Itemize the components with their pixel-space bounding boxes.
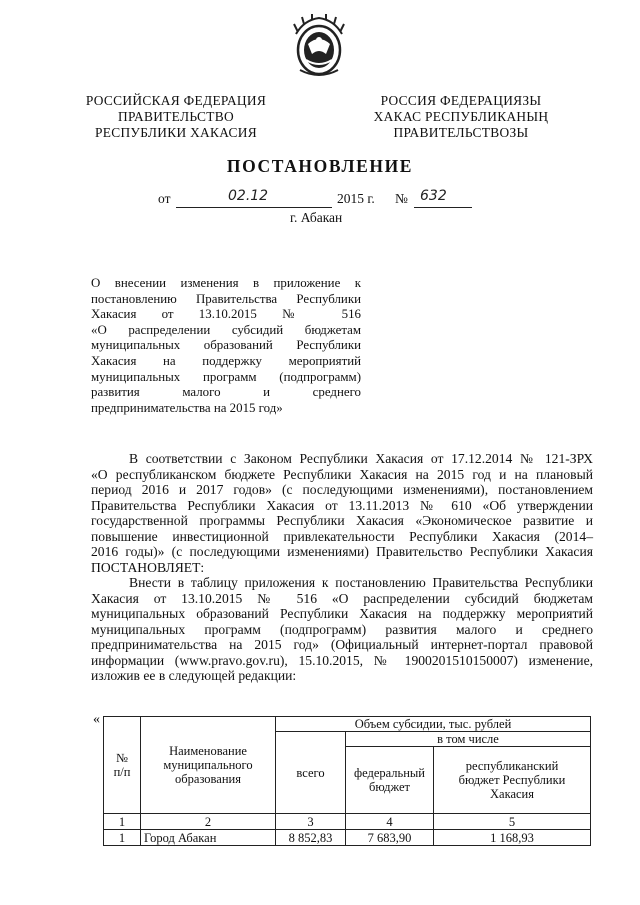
row-republican: 1 168,93 <box>434 830 591 846</box>
body-line: предпринимательства на 2015 год» (Официальный интернет-портал правовой <box>91 637 593 652</box>
header-left-ru <box>78 93 274 141</box>
date-year: 2015 г. <box>337 191 375 206</box>
row-federal: 7 683,90 <box>346 830 434 846</box>
header-including: в том числе <box>346 732 591 747</box>
header-volume: Объем субсидии, тыс. рублей <box>276 717 591 732</box>
coat-of-arms-emblem-icon <box>290 14 348 78</box>
row-total: 8 852,83 <box>276 830 346 846</box>
subject-line: развития малого и среднего <box>91 385 361 400</box>
table-row <box>104 830 591 846</box>
header-total: всего <box>276 732 346 814</box>
body-line: Правительства Республики Хакасия от 13.11.2013 № 610 «Об утверждении <box>91 497 593 513</box>
handwritten-number: 632 <box>420 188 447 204</box>
body-line: В соответствии с Законом Республики Хакасия от 17.12.2014 № 121-ЗРХ <box>129 451 593 466</box>
body-line: период 2016 и 2017 годов» (с последующими изменениями), постановлением <box>91 482 593 497</box>
column-number: 3 <box>276 814 346 830</box>
body-line: повышение инвестиционной привлекательности Республики Хакасия (2014– <box>91 528 593 544</box>
body-line: Хакасия от 13.10.2015 № 516 «О распределении субсидий бюджетам <box>91 590 593 606</box>
subject-line: постановлению Правительства Республики <box>91 291 361 306</box>
header-right-khakas <box>362 93 560 141</box>
header-republican: республиканский бюджет Республики Хакасия <box>434 747 591 814</box>
number-label: № <box>395 191 408 206</box>
body-line: муниципальных программ (подпрограмм) развития малого и среднего <box>91 621 593 637</box>
header-left-line: ПРАВИТЕЛЬСТВО <box>118 109 234 124</box>
row-name: Город Абакан <box>141 830 276 846</box>
column-number: 5 <box>434 814 591 830</box>
subject-line: муниципальных образований Республики <box>91 338 361 353</box>
subject-block <box>91 276 361 416</box>
header-name: Наименование муниципального образования <box>141 717 276 814</box>
subsidy-table <box>103 716 591 846</box>
header-left-line: РЕСПУБЛИКИ ХАКАСИЯ <box>95 125 257 140</box>
subject-line: муниципальных программ (подпрограмм) <box>91 369 361 384</box>
subject-line: О внесении изменения в приложение к <box>91 276 361 290</box>
body-line: Внести в таблицу приложения к постановлению Правительства Республики <box>129 575 593 590</box>
header-right-line: РОССИЯ ФЕДЕРАЦИЯЗЫ <box>380 93 542 108</box>
handwritten-date: 02.12 <box>228 188 269 204</box>
subject-line: предпринимательства на 2015 год» <box>91 400 283 415</box>
body-line: информации (www.pravo.gov.ru), 15.10.2015, № 1900201510150007) изменение, <box>91 652 593 668</box>
subject-line: «О распределении субсидий бюджетам <box>91 322 361 337</box>
body-line: «О республиканском бюджете Республики Хакасия на 2015 год и на плановый <box>91 466 593 482</box>
row-num: 1 <box>104 830 141 846</box>
city-line: г. Абакан <box>290 210 343 225</box>
column-number: 1 <box>104 814 141 830</box>
column-number: 4 <box>346 814 434 830</box>
header-left-line: РОССИЙСКАЯ ФЕДЕРАЦИЯ <box>85 93 267 108</box>
body-line: 2016 годы)» (с последующими изменениями) Правительство Республики Хакасия <box>91 544 593 559</box>
body-line: ПОСТАНОВЛЯЕТ: <box>91 559 205 575</box>
date-prefix: от <box>158 191 171 206</box>
body-text <box>91 451 593 684</box>
opening-quote-mark: « <box>93 712 100 727</box>
body-line: государственной программы Республики Хакасия «Экономическое развитие и <box>91 513 593 528</box>
date-number-line <box>0 188 640 211</box>
header-federal: федеральный бюджет <box>346 747 434 814</box>
header-right-line: ПРАВИТЕЛЬСТВОЗЫ <box>393 125 529 140</box>
body-line: изложив ее в следующей редакции: <box>91 668 297 683</box>
document-title: ПОСТАНОВЛЕНИЕ <box>226 156 414 176</box>
header-right-line: ХАКАС РЕСПУБЛИКАНЫҢ <box>373 109 549 124</box>
subject-line: Хакасия на поддержку мероприятий <box>91 353 361 368</box>
subject-line: Хакасия от 13.10.2015 № 516 <box>91 307 361 322</box>
body-line: муниципальных образований Республики Хакасия на поддержку мероприятий <box>91 606 593 621</box>
column-number: 2 <box>141 814 276 830</box>
header-num: № п/п <box>104 717 141 814</box>
